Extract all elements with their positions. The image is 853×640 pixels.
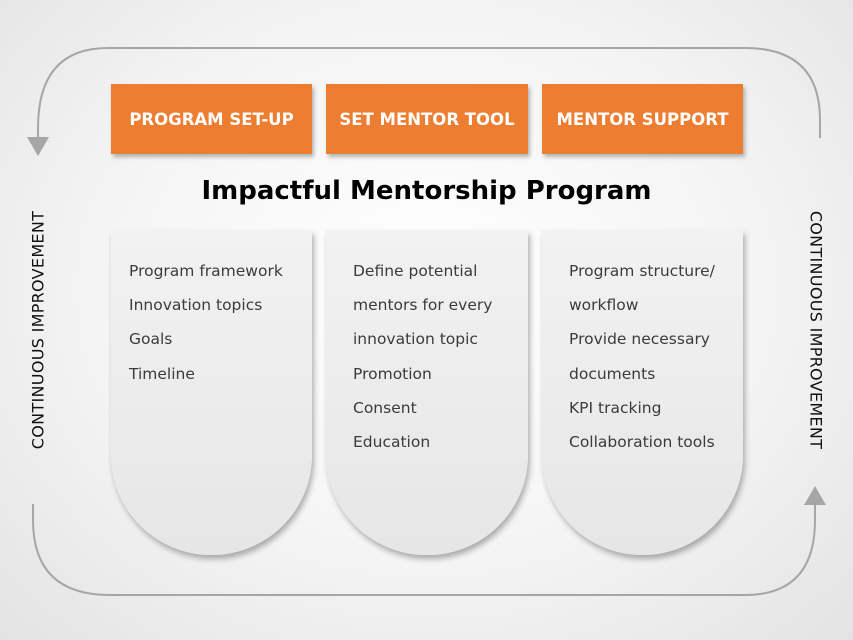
column-mentor-support <box>542 230 743 555</box>
column-set-mentor-tool <box>326 230 528 555</box>
list-item: Collaboration tools <box>569 433 715 452</box>
list-item: Goals <box>129 330 173 349</box>
item-list <box>111 230 312 391</box>
list-item: innovation topic <box>353 330 478 349</box>
header-mentor-support <box>542 84 743 154</box>
side-label-text: CONTINUOUS IMPROVEMENT <box>806 210 826 450</box>
list-item: Promotion <box>353 364 432 383</box>
list-item: Education <box>353 433 431 452</box>
list-item: Innovation topics <box>129 296 263 315</box>
column-program-setup <box>111 230 312 555</box>
list-item: workflow <box>569 296 639 315</box>
diagram-title: Impactful Mentorship Program <box>201 176 652 206</box>
list-item: Consent <box>353 398 417 417</box>
list-item: Define potential <box>353 262 478 280</box>
header-label: PROGRAM SET-UP <box>129 109 294 129</box>
header-label: MENTOR SUPPORT <box>556 109 729 129</box>
list-item: Program framework <box>129 262 283 280</box>
list-item: documents <box>569 364 656 383</box>
item-list <box>542 230 743 459</box>
arrow-up-icon <box>804 486 826 505</box>
header-set-mentor-tool <box>326 84 528 154</box>
list-item: Timeline <box>129 364 195 383</box>
list-item: Program structure/ <box>569 262 715 280</box>
header-label: SET MENTOR TOOL <box>339 109 515 129</box>
side-label-text: CONTINUOUS IMPROVEMENT <box>28 210 48 450</box>
arrow-down-icon <box>27 137 49 156</box>
item-list <box>326 230 528 459</box>
list-item: Provide necessary <box>569 330 710 349</box>
header-program-setup <box>111 84 312 154</box>
list-item: KPI tracking <box>569 398 662 417</box>
list-item: mentors for every <box>353 296 493 315</box>
